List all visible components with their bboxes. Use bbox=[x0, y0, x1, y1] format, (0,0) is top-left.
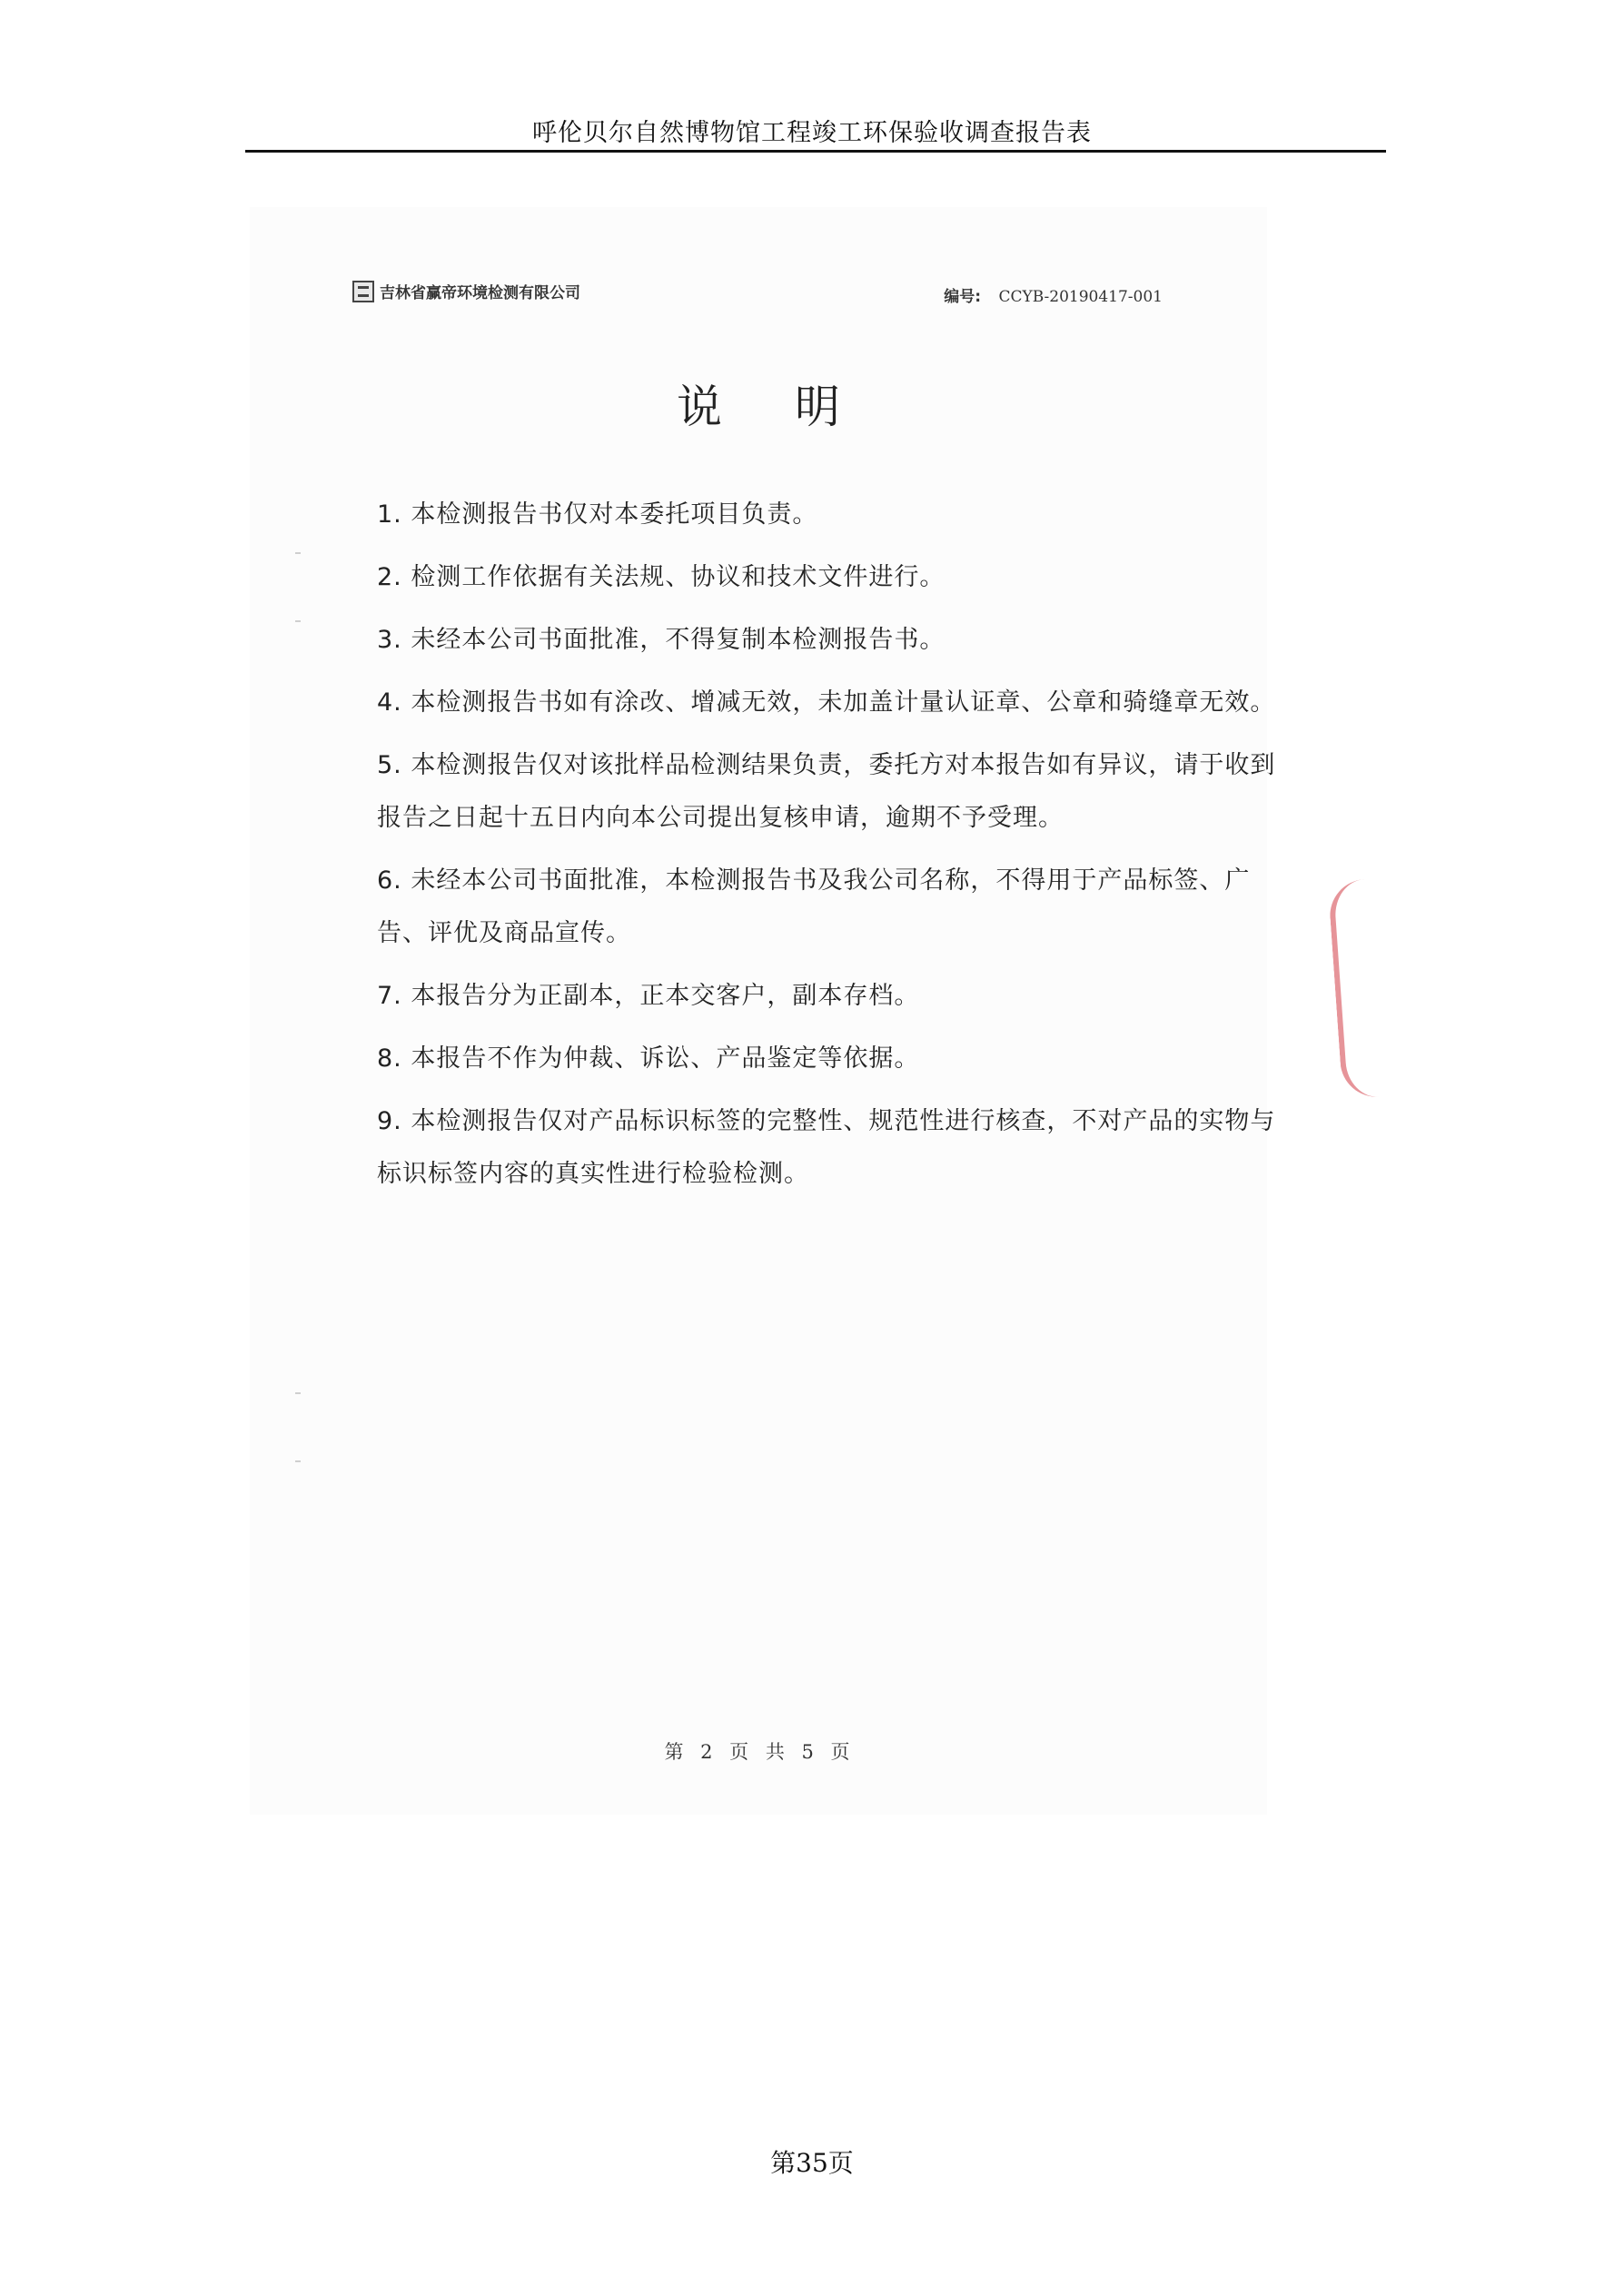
company-name: 吉林省赢帝环境检测有限公司 bbox=[380, 284, 580, 302]
note-item: 3. 未经本公司书面批准，不得复制本检测报告书。 bbox=[377, 626, 946, 654]
note-item: 7. 本报告分为正副本，正本交客户，副本存档。 bbox=[377, 982, 920, 1010]
note-item: 9. 本检测报告仅对产品标识标签的完整性、规范性进行核查，不对产品的实物与标识标签内容的真实性进行检验检测。 bbox=[377, 1107, 1276, 1188]
notes-list bbox=[377, 489, 1276, 1211]
company-line bbox=[352, 280, 580, 302]
document-page-number: 第35页 bbox=[770, 2148, 854, 2178]
notes-title: 说明 bbox=[677, 381, 913, 433]
note-item: 5. 本检测报告仅对该批样品检测结果负责，委托方对本报告如有异议，请于收到报告之日起十五日内向本公司提出复核申请，逾期不予受理。 bbox=[377, 751, 1276, 832]
report-number bbox=[944, 283, 1163, 306]
header-rule bbox=[245, 150, 1386, 153]
report-number-label: 编号: bbox=[944, 288, 982, 306]
red-seal-stamp bbox=[1328, 877, 1412, 1100]
note-item: 8. 本报告不作为仲裁、诉讼、产品鉴定等依据。 bbox=[377, 1044, 920, 1073]
company-logo-icon bbox=[352, 281, 374, 302]
note-item: 4. 本检测报告书如有涂改、增减无效，未加盖计量认证章、公章和骑缝章无效。 bbox=[377, 688, 1276, 717]
report-number-value: CCYB-20190417-001 bbox=[998, 288, 1163, 306]
note-item: 2. 检测工作依据有关法规、协议和技术文件进行。 bbox=[377, 563, 946, 591]
note-item: 1. 本检测报告书仅对本委托项目负责。 bbox=[377, 500, 818, 529]
document-header-title: 呼伦贝尔自然博物馆工程竣工环保验收调查报告表 bbox=[532, 119, 1092, 147]
scan-page-number: 第 2 页 共 5 页 bbox=[664, 1741, 853, 1763]
scanned-page bbox=[250, 207, 1276, 1815]
note-item: 6. 未经本公司书面批准，本检测报告书及我公司名称，不得用于产品标签、广告、评优及商品宣传。 bbox=[377, 866, 1251, 947]
